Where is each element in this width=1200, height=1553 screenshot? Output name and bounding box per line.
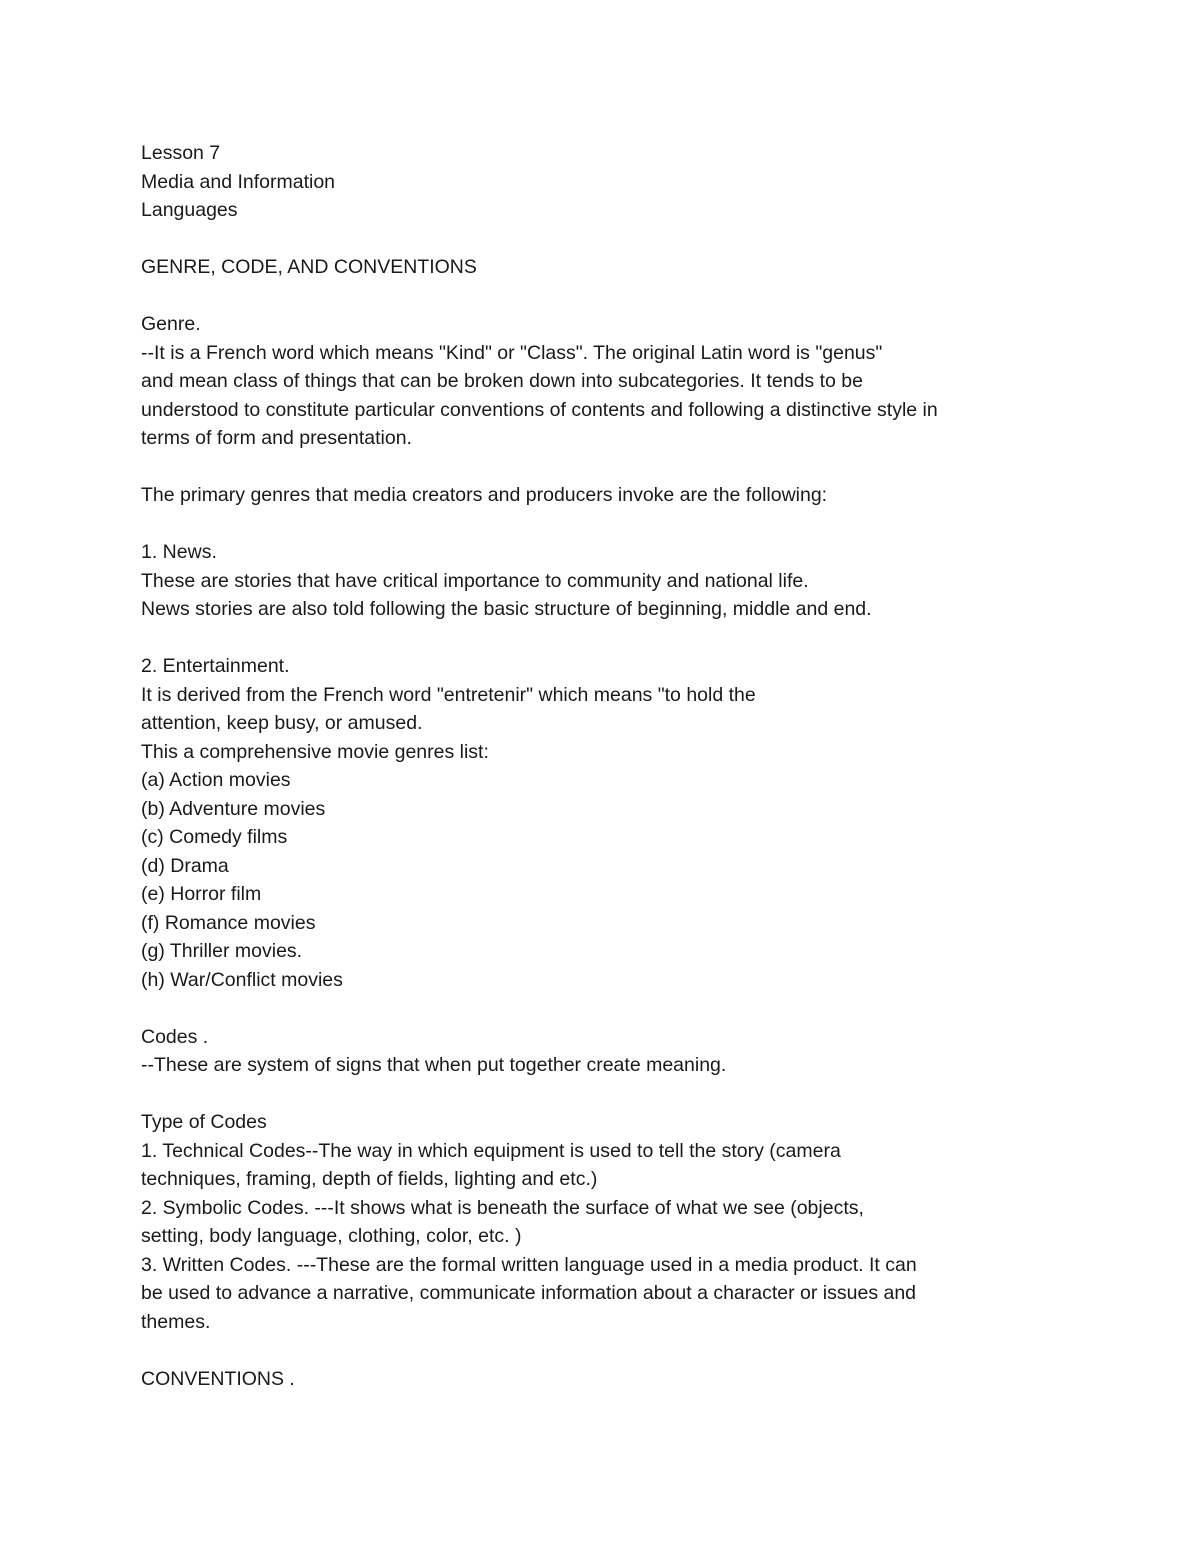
code-type-line: 3. Written Codes. ---These are the formal written language used in a media product. It can [141,1253,917,1276]
spacer [141,1080,1041,1109]
movie-genre-item: (e) Horror film [141,883,262,905]
code-type-line: 1. Technical Codes--The way in which equipment is used to tell the story (camera [141,1139,841,1162]
movie-genre-item: (c) Comedy films [141,826,288,848]
spacer [141,282,1041,311]
conventions-heading: CONVENTIONS . [141,1367,295,1390]
code-type-line: techniques, framing, depth of fields, lighting and etc.) [141,1168,598,1190]
section-title: GENRE, CODE, AND CONVENTIONS [141,256,477,278]
spacer [141,510,1041,539]
news-line: News stories are also told following the basic structure of beginning, middle and end. [141,598,872,620]
code-type-line: 2. Symbolic Codes. ---It shows what is beneath the surface of what we see (objects, [141,1196,864,1219]
spacer [141,1336,1041,1365]
genre-heading: Genre. [141,313,201,335]
code-types-heading: Type of Codes [141,1111,267,1133]
movie-genre-item: (h) War/Conflict movies [141,968,343,991]
genre-definition-line: --It is a French word which means "Kind" or "Class". The original Latin word is "genus" [141,341,883,364]
spacer [141,453,1041,482]
genres-intro: The primary genres that media creators and producers invoke are the following: [141,484,828,506]
document-page [141,139,1041,1393]
news-line: These are stories that have critical importance to community and national life. [141,569,809,592]
genre-definition-line: terms of form and presentation. [141,427,412,449]
movie-genre-item: (f) Romance movies [141,911,316,934]
entertainment-line: attention, keep busy, or amused. [141,712,423,734]
lesson-subject-continued: Languages [141,199,238,221]
movie-genre-item: (g) Thriller movies. [141,940,303,962]
lesson-number: Lesson 7 [141,142,221,164]
spacer [141,225,1041,254]
spacer [141,624,1041,653]
genre-definition-line: understood to constitute particular conventions of contents and following a distinctive style in [141,398,938,421]
lesson-subject: Media and Information [141,170,336,193]
movie-genre-item: (b) Adventure movies [141,797,326,820]
spacer [141,994,1041,1023]
entertainment-line: It is derived from the French word "entretenir" which means "to hold the [141,683,756,706]
codes-heading: Codes . [141,1025,209,1048]
code-type-line: setting, body language, clothing, color, etc. ) [141,1225,522,1247]
codes-definition: --These are system of signs that when put together create meaning. [141,1054,727,1076]
entertainment-line: This a comprehensive movie genres list: [141,740,489,763]
news-heading: 1. News. [141,541,217,563]
code-type-line: themes. [141,1310,211,1333]
genre-definition-line: and mean class of things that can be broken down into subcategories. It tends to be [141,370,863,392]
movie-genre-item: (a) Action movies [141,769,291,791]
entertainment-heading: 2. Entertainment. [141,655,290,677]
movie-genre-item: (d) Drama [141,854,229,877]
code-type-line: be used to advance a narrative, communicate information about a character or issues and [141,1282,917,1304]
